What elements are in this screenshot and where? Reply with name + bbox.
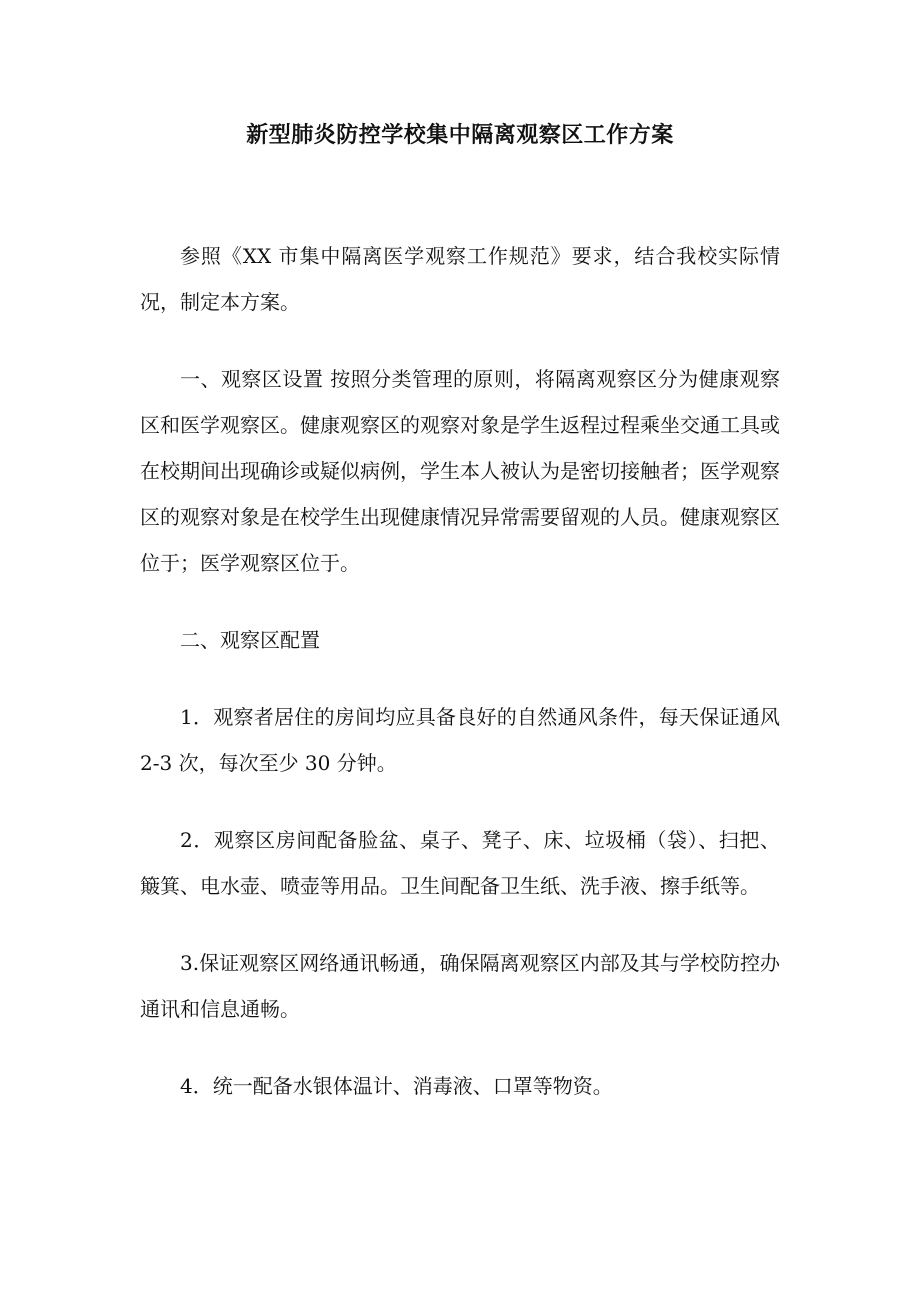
paragraph-item-2-supplies: 2．观察区房间配备脸盆、桌子、凳子、床、垃圾桶（袋）、扫把、簸箕、电水壶、喷壶等用品。卫生间配备卫生纸、洗手液、擦手纸等。 [140,828,780,898]
page-title: 新型肺炎防控学校集中隔离观察区工作方案 [246,122,674,148]
paragraph-intro: 参照《XX 市集中隔离医学观察工作规范》要求，结合我校实际情况，制定本方案。 [140,244,780,314]
heading-section-2-config: 二、观察区配置 [180,628,320,652]
paragraph-item-1-ventilation: 1．观察者居住的房间均应具备良好的自然通风条件，每天保证通风 2-3 次，每次至少 30 分钟。 [140,705,780,775]
paragraph-section-1-setup: 一、观察区设置 按照分类管理的原则，将隔离观察区分为健康观察区和医学观察区。健康观察区的观察对象是学生返程过程乘坐交通工具或在校期间出现确诊或疑似病例，学生本人被认为是密切接触者；医学观察区的观察对象是在校学生出现健康情况异常需要留观的人员。健康观察区位于；医学观察区位于。 [140,367,780,575]
paragraph-item-4-materials: 4．统一配备水银体温计、消毒液、口罩等物资。 [180,1074,613,1098]
paragraph-item-3-network: 3.保证观察区网络通讯畅通，确保隔离观察区内部及其与学校防控办通讯和信息通畅。 [140,951,780,1021]
document-body [140,233,780,1140]
